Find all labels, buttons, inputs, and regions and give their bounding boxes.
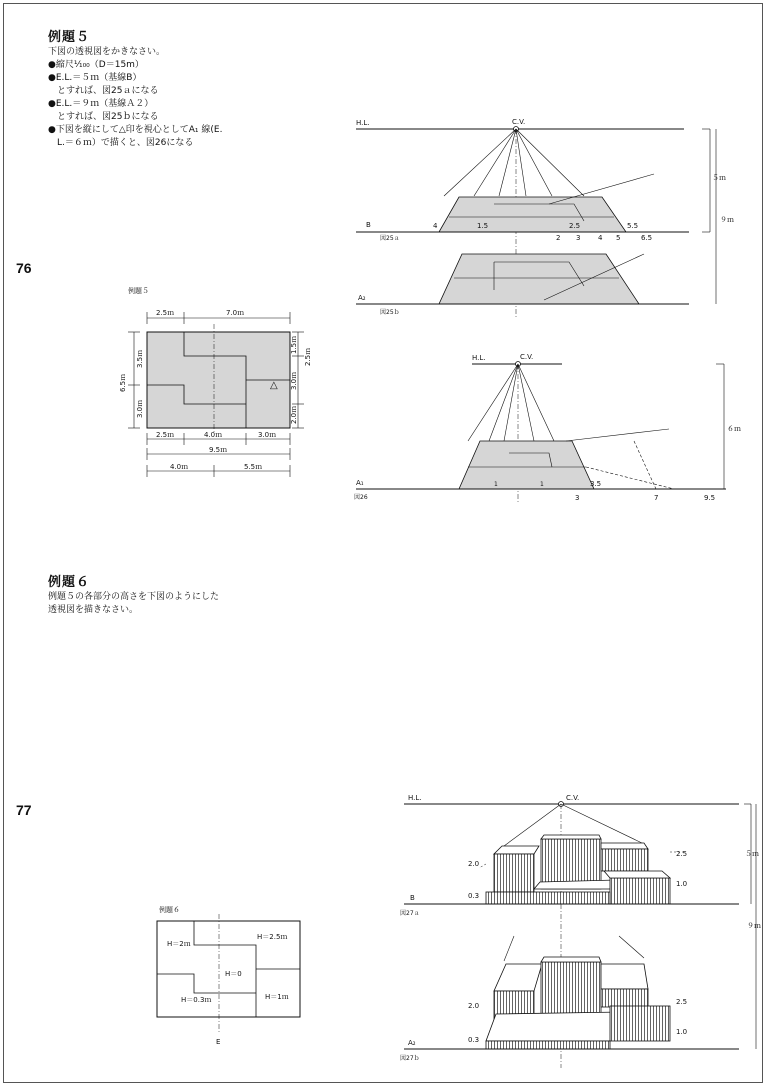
floor-plan-26 xyxy=(459,441,594,489)
height-label: H＝0 xyxy=(225,970,242,978)
tick-label: 6.5 xyxy=(641,234,653,242)
tick-label: 1.5 xyxy=(477,222,489,230)
tick-label: 9.5 xyxy=(704,494,716,502)
cv-label: C.V. xyxy=(520,353,534,361)
vanish-ray xyxy=(516,129,584,196)
tick-label: 5.5 xyxy=(627,222,639,230)
height-5: ５ｍ xyxy=(712,174,726,182)
base-b-label: B xyxy=(410,894,415,902)
example5-line: とすれば、図25ｂになる xyxy=(48,112,159,122)
plan5-drawing xyxy=(114,284,314,484)
height-value: 2.5 xyxy=(676,998,688,1006)
dim-bot-b: 4.0ｍ xyxy=(204,431,223,439)
height-9: ９ｍ xyxy=(720,216,734,224)
page-number-76: 76 xyxy=(16,260,32,276)
page-number-77: 77 xyxy=(16,802,32,818)
example6-line: 透視図を描きなさい。 xyxy=(48,605,139,615)
example5-line: とすれば、図25ａになる xyxy=(48,86,159,96)
fig27a-label: 図27ａ xyxy=(400,910,420,917)
block-27b-left xyxy=(494,964,542,1021)
height-label: H＝2ｍ xyxy=(167,940,191,948)
hl-label: H.L. xyxy=(356,119,370,127)
tick-label: 5 xyxy=(616,234,621,242)
example5-line: ●下図を縦にして△印を視心としてA₁ 線(E. xyxy=(48,125,223,135)
vanish-ray xyxy=(516,129,552,196)
textbook-page xyxy=(3,3,763,1083)
dim-top-b: 7.0ｍ xyxy=(226,309,245,317)
dim-bot2-a: 4.0ｍ xyxy=(170,463,189,471)
figure27 xyxy=(394,786,764,1076)
height-guide xyxy=(479,864,486,868)
tick-label: 4 xyxy=(598,234,603,242)
dim-left-a: 3.5ｍ xyxy=(136,349,144,368)
example5-line: ●E.L.＝９ｍ（基線Ａ２） xyxy=(48,99,154,109)
example6-title: 例題６ xyxy=(48,575,91,590)
fig25a-label: 図25ａ xyxy=(380,235,400,242)
plan6-label: 例題６ xyxy=(159,906,180,914)
cv-label: C.V. xyxy=(512,118,526,126)
height-value: 1.0 xyxy=(676,880,688,888)
dim-left-total: 6.5ｍ xyxy=(119,373,127,392)
height-value: 2.5 xyxy=(676,850,688,858)
base-b-label: B xyxy=(366,221,371,229)
dim-bot2-b: 5.5ｍ xyxy=(244,463,263,471)
tick-label: 4 xyxy=(433,222,438,230)
block-27a-right xyxy=(601,843,648,871)
vanish-ray xyxy=(516,129,526,196)
vanish-ray xyxy=(518,364,554,441)
plan5-label: 例題５ xyxy=(128,287,149,295)
base-slab-27a xyxy=(486,892,610,904)
floor-plan-25b xyxy=(439,254,639,304)
tick-label: 2 xyxy=(556,234,561,242)
dim-right-a: 1.5ｍ xyxy=(290,335,298,354)
e-label: E xyxy=(216,1038,221,1046)
height-6: ６ｍ xyxy=(727,425,741,433)
height-value: 1.0 xyxy=(676,1028,688,1036)
diagonal xyxy=(566,429,669,441)
height-value: 0.3 xyxy=(468,1036,480,1044)
example6-instructions xyxy=(48,591,219,617)
block-27b-center xyxy=(541,957,601,1020)
dim-bot-a: 2.5ｍ xyxy=(156,431,175,439)
dim-right-total: 2.5ｍ xyxy=(304,347,312,366)
floor-plan-25a xyxy=(439,197,626,232)
height-label: H＝0.3ｍ xyxy=(181,996,212,1004)
dim-bot-c: 3.0ｍ xyxy=(258,431,277,439)
height-5: ５ｍ xyxy=(745,850,759,858)
vanish-ray xyxy=(504,364,518,441)
hl-label: H.L. xyxy=(408,794,422,802)
height-value: 2.0 xyxy=(468,860,480,868)
base-a2-label: A₂ xyxy=(358,294,366,302)
plan6-drawing xyxy=(149,904,319,1054)
base-a1-label: A₁ xyxy=(356,479,364,487)
tick-label: 1 xyxy=(540,481,544,488)
dim-right-c: 2.0ｍ xyxy=(290,405,298,424)
dim-left-b: 3.0ｍ xyxy=(136,399,144,418)
block-27a-left xyxy=(494,846,539,892)
hl-label: H.L. xyxy=(472,354,486,362)
example5-line: ●E.L.＝５ｍ（基線B） xyxy=(48,73,142,83)
example5-title: 例題５ xyxy=(48,30,91,45)
base-a2-label: A₂ xyxy=(408,1039,416,1047)
vanish-ray xyxy=(468,364,518,441)
tick-label: 7 xyxy=(654,494,659,502)
vanish-ray xyxy=(504,936,514,961)
block-27b-right xyxy=(601,964,648,1007)
height-9: ９ｍ xyxy=(747,922,761,930)
fig27b-label: 図27ｂ xyxy=(400,1055,420,1062)
vanish-ray xyxy=(619,936,644,958)
dim-top-a: 2.5ｍ xyxy=(156,309,175,317)
example6-line: 例題５の各部分の高さを下図のようにした xyxy=(48,592,220,602)
height-label: H＝2.5ｍ xyxy=(257,933,288,941)
example5-line: ●縮尺⅟₁₀₀（D＝15m） xyxy=(48,60,144,70)
tick-label: 3 xyxy=(576,234,581,242)
fig25b-label: 図25ｂ xyxy=(380,309,400,316)
tick-label: 3 xyxy=(575,494,580,502)
example5-instructions xyxy=(48,46,222,150)
cv-label: C.V. xyxy=(566,794,580,802)
dim-bot-total: 9.5ｍ xyxy=(209,446,228,454)
example5-line: L.＝６ｍ）で描くと、図26になる xyxy=(48,138,194,148)
view-center-triangle: △ xyxy=(270,380,278,391)
vanish-ray xyxy=(499,129,516,196)
fig26-label: 図26 xyxy=(354,494,368,501)
vanish-ray xyxy=(518,364,534,441)
height-value: 0.3 xyxy=(468,892,480,900)
example5-line: 下図の透視図をかきなさい。 xyxy=(48,47,166,57)
tick-label: 2.5 xyxy=(569,222,581,230)
figure26 xyxy=(344,349,741,509)
base-slab-27b xyxy=(486,1041,610,1049)
figure25 xyxy=(344,114,734,324)
tick-label: 3.5 xyxy=(590,480,602,488)
dim-right-b: 3.0ｍ xyxy=(290,371,298,390)
tick-label: 1 xyxy=(494,481,498,488)
height-value: 2.0 xyxy=(468,1002,480,1010)
height-label: H＝1ｍ xyxy=(265,993,289,1001)
